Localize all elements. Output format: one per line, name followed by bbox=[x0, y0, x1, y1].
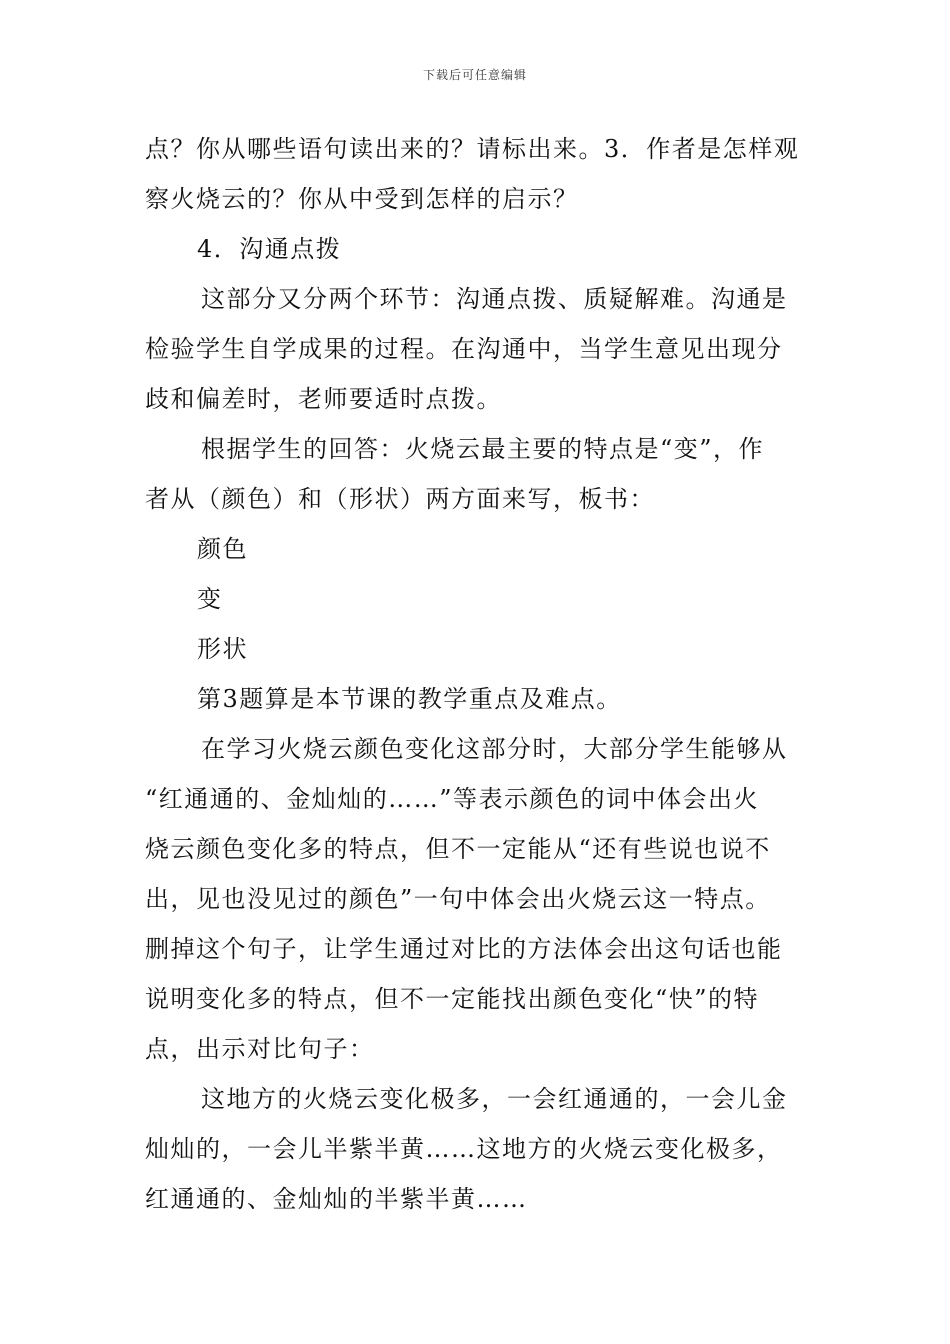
body-line: 检验学生自学成果的过程。在沟通中，当学生意见出现分 bbox=[145, 335, 783, 363]
body-line: 烧云颜色变化多的特点，但不一定能从“还有些说也说不 bbox=[145, 835, 771, 863]
paragraph-start: 这部分又分两个环节：沟通点拨、质疑解难。沟通是 bbox=[201, 285, 788, 313]
body-line: 出，见也没见过的颜色”一句中体会出火烧云这一特点。 bbox=[145, 885, 771, 913]
paragraph-start: 第3题算是本节课的教学重点及难点。 bbox=[197, 685, 622, 713]
body-line: 删掉这个句子，让学生通过对比的方法体会出这句话也能 bbox=[145, 935, 783, 963]
section-heading: 4．沟通点拨 bbox=[197, 235, 342, 263]
body-line: 歧和偏差时，老师要适时点拨。 bbox=[145, 385, 502, 413]
body-line: 点，出示对比句子： bbox=[145, 1035, 375, 1063]
body-line: 红通通的、金灿灿的半紫半黄…… bbox=[145, 1185, 528, 1213]
blackboard-item: 形状 bbox=[197, 635, 248, 663]
body-line: “红通通的、金灿灿的……”等表示颜色的词中体会出火 bbox=[145, 785, 760, 813]
blackboard-item: 变 bbox=[197, 585, 223, 613]
body-line: 者从（颜色）和（形状）两方面来写，板书： bbox=[145, 485, 655, 513]
body-line: 灿灿的，一会儿半紫半黄……这地方的火烧云变化极多， bbox=[145, 1135, 783, 1163]
page-header: 下载后可任意编辑 bbox=[422, 68, 527, 82]
paragraph-start: 在学习火烧云颜色变化这部分时，大部分学生能够从 bbox=[201, 735, 788, 763]
paragraph-start: 这地方的火烧云变化极多，一会红通通的，一会儿金 bbox=[201, 1085, 788, 1113]
body-line: 察火烧云的？你从中受到怎样的启示？ bbox=[145, 185, 579, 213]
blackboard-item: 颜色 bbox=[197, 535, 248, 563]
document-body bbox=[145, 124, 810, 1224]
paragraph-start: 根据学生的回答：火烧云最主要的特点是“变”，作 bbox=[201, 435, 765, 463]
body-line: 点？你从哪些语句读出来的？请标出来。3．作者是怎样观 bbox=[145, 135, 800, 163]
body-line: 说明变化多的特点，但不一定能找出颜色变化“快”的特 bbox=[145, 985, 760, 1013]
